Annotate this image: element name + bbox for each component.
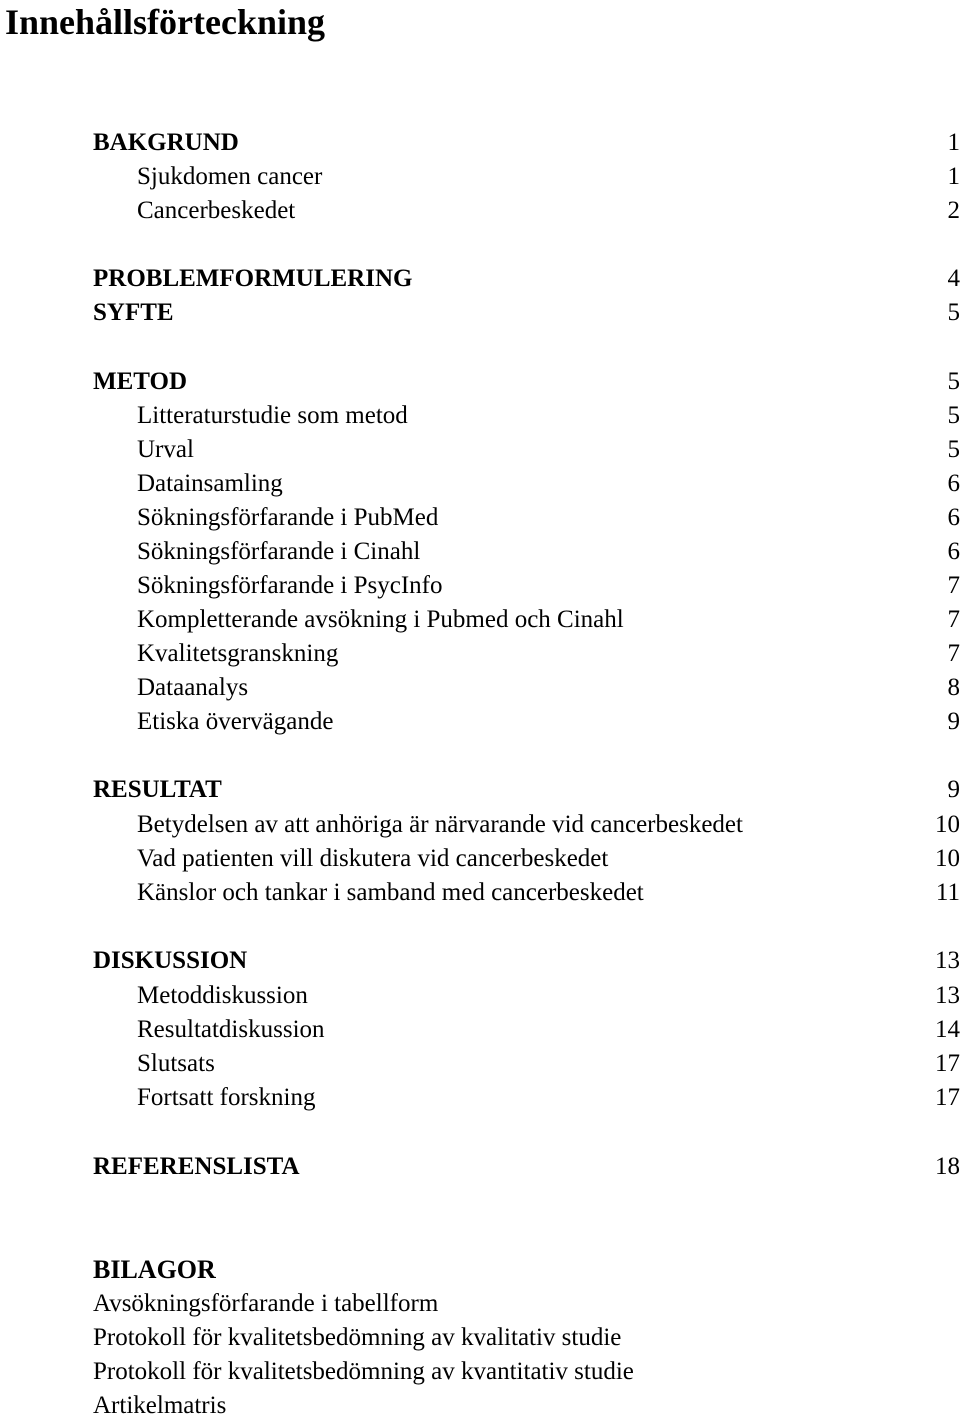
toc-entry-resultat[interactable] xyxy=(0,773,960,807)
toc-entry-page: 1 xyxy=(948,126,960,160)
toc-entry-sokningsforfarande-pubmed[interactable] xyxy=(0,501,960,535)
toc-entry-page: 9 xyxy=(948,705,960,739)
toc-entry-page: 4 xyxy=(948,262,960,296)
toc-entry-label: Metoddiskussion xyxy=(137,979,308,1013)
toc-entry-kanslor-och-tankar[interactable] xyxy=(0,876,960,910)
toc-entry-etiska-overvagande[interactable] xyxy=(0,705,960,739)
toc-entry-fortsatt-forskning[interactable] xyxy=(0,1081,960,1115)
toc-entry-label: Kvalitetsgranskning xyxy=(137,637,338,671)
toc-entry-page: 10 xyxy=(935,808,960,842)
toc-entry-label: Litteraturstudie som metod xyxy=(137,399,408,433)
toc-entry-datainsamling[interactable] xyxy=(0,467,960,501)
toc-entry-label: Vad patienten vill diskutera vid cancerbeskedet xyxy=(137,842,608,876)
toc-entry-litteraturstudie-som-metod[interactable] xyxy=(0,399,960,433)
toc-entry-betydelsen-anhoriga[interactable] xyxy=(0,808,960,842)
toc-entry-page: 7 xyxy=(948,603,960,637)
toc-entry-label: Kompletterande avsökning i Pubmed och Cinahl xyxy=(137,603,624,637)
toc-entry-label: Cancerbeskedet xyxy=(137,194,295,228)
toc-entry-syfte[interactable] xyxy=(0,296,960,330)
toc-entry-label: Sjukdomen cancer xyxy=(137,160,322,194)
toc-entry-page: 5 xyxy=(948,365,960,399)
toc-entry-diskussion[interactable] xyxy=(0,944,960,978)
toc-entry-referenslista[interactable] xyxy=(0,1150,960,1184)
toc-entry-sokningsforfarande-cinahl[interactable] xyxy=(0,535,960,569)
toc-entry-page: 7 xyxy=(948,637,960,671)
toc-entry-cancerbeskedet[interactable] xyxy=(0,194,960,228)
toc-entry-label: Känslor och tankar i samband med cancerbeskedet xyxy=(137,876,644,910)
toc-entry-page: 6 xyxy=(948,535,960,569)
toc-entry-kvalitetsgranskning[interactable] xyxy=(0,637,960,671)
toc-entry-label: RESULTAT xyxy=(93,773,222,807)
toc-entry-page: 18 xyxy=(935,1150,960,1184)
toc-entry-metod[interactable] xyxy=(0,365,960,399)
appendix-heading: BILAGOR xyxy=(93,1253,216,1287)
toc-entry-vad-patienten-vill-diskutera[interactable] xyxy=(0,842,960,876)
toc-entry-label: PROBLEMFORMULERING xyxy=(93,262,412,296)
toc-entry-page: 8 xyxy=(948,671,960,705)
toc-entry-label: Sökningsförfarande i PsycInfo xyxy=(137,569,443,603)
toc-entry-label: Etiska övervägande xyxy=(137,705,333,739)
toc-entry-page: 10 xyxy=(935,842,960,876)
toc-entry-page: 5 xyxy=(948,433,960,467)
toc-entry-label: Dataanalys xyxy=(137,671,248,705)
toc-entry-label: REFERENSLISTA xyxy=(93,1150,300,1184)
toc-entry-page: 14 xyxy=(935,1013,960,1047)
toc-entry-label: Betydelsen av att anhöriga är närvarande vid cancerbeskedet xyxy=(137,808,743,842)
toc-entry-resultatdiskussion[interactable] xyxy=(0,1013,960,1047)
toc-entry-problemformulering[interactable] xyxy=(0,262,960,296)
toc-entry-page: 17 xyxy=(935,1047,960,1081)
toc-entry-label: Resultatdiskussion xyxy=(137,1013,325,1047)
toc-entry-kompletterande-avsokning[interactable] xyxy=(0,603,960,637)
toc-entry-page: 11 xyxy=(936,876,960,910)
appendix-item[interactable]: Avsökningsförfarande i tabellform xyxy=(93,1287,438,1321)
toc-entry-page: 6 xyxy=(948,467,960,501)
appendix-item[interactable]: Protokoll för kvalitetsbedömning av kvalitativ studie xyxy=(93,1321,621,1355)
toc-entry-sokningsforfarande-psycinfo[interactable] xyxy=(0,569,960,603)
toc-entry-page: 5 xyxy=(948,399,960,433)
toc-entry-page: 6 xyxy=(948,501,960,535)
page-title: Innehållsförteckning xyxy=(5,0,325,44)
toc-entry-page: 5 xyxy=(948,296,960,330)
toc-entry-dataanalys[interactable] xyxy=(0,671,960,705)
toc-entry-page: 2 xyxy=(948,194,960,228)
toc-entry-label: METOD xyxy=(93,365,187,399)
toc-entry-label: Datainsamling xyxy=(137,467,283,501)
toc-entry-label: Fortsatt forskning xyxy=(137,1081,315,1115)
toc-entry-page: 9 xyxy=(948,773,960,807)
toc-entry-label: BAKGRUND xyxy=(93,126,239,160)
toc-entry-page: 13 xyxy=(935,979,960,1013)
toc-entry-page: 13 xyxy=(935,944,960,978)
toc-entry-label: DISKUSSION xyxy=(93,944,247,978)
toc-entry-bakgrund[interactable] xyxy=(0,126,960,160)
appendix-item[interactable]: Protokoll för kvalitetsbedömning av kvantitativ studie xyxy=(93,1355,634,1389)
appendix-item[interactable]: Artikelmatris xyxy=(93,1389,226,1423)
toc-entry-sjukdomen-cancer[interactable] xyxy=(0,160,960,194)
toc-entry-urval[interactable] xyxy=(0,433,960,467)
toc-entry-label: SYFTE xyxy=(93,296,174,330)
toc-entry-page: 17 xyxy=(935,1081,960,1115)
toc-entry-label: Slutsats xyxy=(137,1047,215,1081)
toc-entry-page: 1 xyxy=(948,160,960,194)
toc-entry-label: Sökningsförfarande i Cinahl xyxy=(137,535,420,569)
toc-entry-metoddiskussion[interactable] xyxy=(0,979,960,1013)
toc-entry-label: Urval xyxy=(137,433,194,467)
toc-entry-slutsats[interactable] xyxy=(0,1047,960,1081)
toc-entry-label: Sökningsförfarande i PubMed xyxy=(137,501,438,535)
toc-entry-page: 7 xyxy=(948,569,960,603)
